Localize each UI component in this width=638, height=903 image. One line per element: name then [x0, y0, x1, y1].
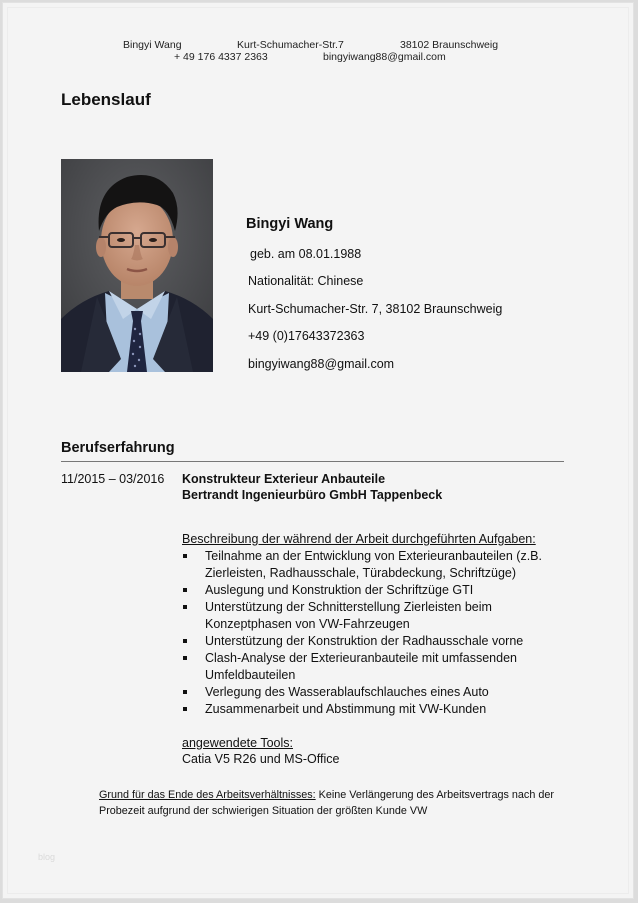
personal-email[interactable]: bingyiwang88@gmail.com — [248, 357, 395, 371]
section-divider — [61, 461, 564, 462]
list-item — [182, 582, 562, 599]
task-text: Clash-Analyse der Exterieuranbauteile mit umfassenden Umfeldbauteilen — [205, 651, 517, 682]
watermark: blog — [38, 852, 56, 862]
task-text: Teilnahme an der Entwicklung von Exterieuranbauteilen (z.B. Zierleisten, Radhausschale, Türabdeckung, Schriftzüge) — [205, 549, 542, 580]
header-street: Kurt-Schumacher-Str.7 — [237, 39, 344, 51]
job-title: Konstrukteur Exterieur Anbauteile — [182, 472, 386, 486]
end-reason-text: Keine Verlängerung des Arbeitsvertrags nach der Probezeit aufgrund der schwierigen Situation der größten Kunde VW — [99, 789, 554, 817]
tools-value: Catia V5 R26 und MS-Office — [182, 752, 340, 766]
task-text: Unterstützung der Schnitterstellung Zierleisten beim Konzeptphasen von VW-Fahrzeugen — [205, 600, 492, 631]
job-date-range: 11/2015 – 03/2016 — [61, 472, 165, 486]
header-email: bingyiwang88@gmail.com — [323, 51, 446, 63]
end-reason-label: Grund für das Ende des Arbeitsverhältnisses: — [99, 789, 316, 801]
section-title-experience: Berufserfahrung — [61, 440, 175, 456]
list-item — [182, 701, 562, 718]
list-item — [182, 684, 562, 701]
header-phone: + 49 176 4337 2363 — [174, 51, 268, 63]
task-text: Zusammenarbeit und Abstimmung mit VW-Kunden — [205, 702, 487, 716]
square-bullet-icon — [183, 656, 187, 660]
job-company: Bertrandt Ingenieurbüro GmbH Tappenbeck — [182, 488, 443, 502]
list-item — [182, 650, 562, 684]
square-bullet-icon — [183, 588, 187, 592]
profile-photo — [61, 159, 213, 372]
square-bullet-icon — [183, 605, 187, 609]
header-city: 38102 Braunschweig — [400, 39, 499, 51]
square-bullet-icon — [183, 554, 187, 558]
personal-nationality: Nationalität: Chinese — [248, 274, 364, 288]
end-reason — [99, 787, 569, 819]
task-text: Auslegung und Konstruktion der Schriftzüge GTI — [205, 583, 474, 597]
page-title: Lebenslauf — [61, 90, 151, 109]
portrait-illustration — [61, 159, 213, 372]
job-task-list — [182, 548, 562, 718]
list-item — [182, 548, 562, 582]
job-description-heading: Beschreibung der während der Arbeit durchgeführten Aufgaben: — [182, 532, 536, 546]
personal-name: Bingyi Wang — [246, 216, 334, 232]
personal-address: Kurt-Schumacher-Str. 7, 38102 Braunschweig — [248, 302, 503, 316]
square-bullet-icon — [183, 639, 187, 643]
task-text: Verlegung des Wasserablaufschlauches eines Auto — [205, 685, 489, 699]
personal-birth: geb. am 08.01.1988 — [250, 247, 362, 261]
personal-phone: +49 (0)17643372363 — [248, 329, 365, 343]
header-name: Bingyi Wang — [123, 39, 182, 51]
square-bullet-icon — [183, 690, 187, 694]
tools-heading: angewendete Tools: — [182, 736, 293, 750]
task-text: Unterstützung der Konstruktion der Radhausschale vorne — [205, 634, 524, 648]
square-bullet-icon — [183, 707, 187, 711]
list-item — [182, 599, 562, 633]
list-item — [182, 633, 562, 650]
